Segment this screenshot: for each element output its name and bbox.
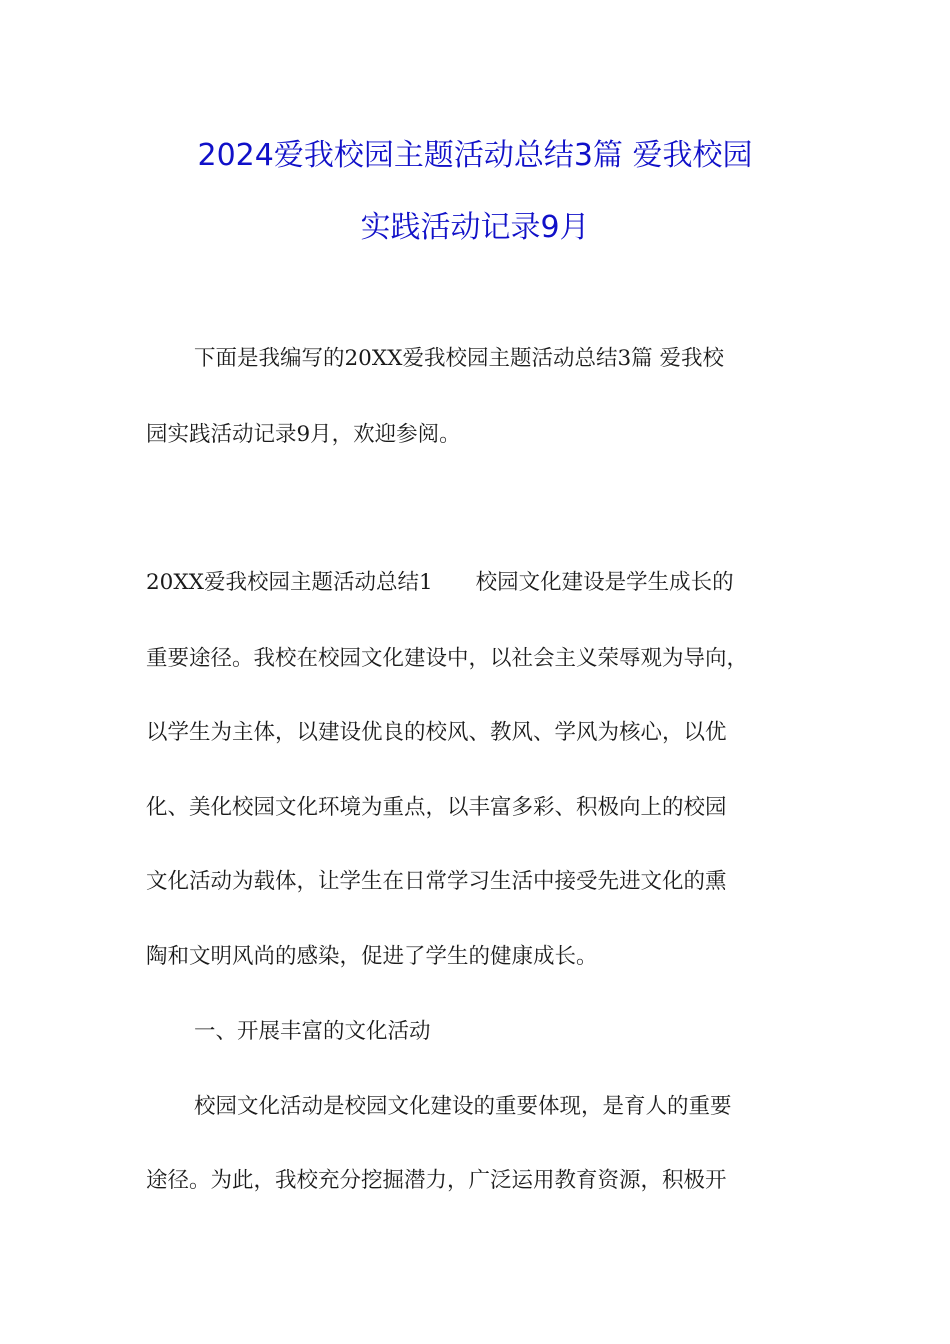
document-title-line-2: 实践活动记录9月 bbox=[360, 210, 590, 245]
body-line-2: 重要途径。我校在校园文化建设中，以社会主义荣辱观为导向， bbox=[146, 646, 749, 671]
section-heading: 一、开展丰富的文化活动 bbox=[194, 1019, 431, 1044]
body-line-3: 以学生为主体，以建设优良的校风、教风、学风为核心，以优 bbox=[146, 720, 727, 745]
intro-line-2: 园实践活动记录9月，欢迎参阅。 bbox=[146, 422, 461, 447]
body-line-7: 校园文化活动是校园文化建设的重要体现，是育人的重要 bbox=[194, 1094, 732, 1119]
body-line-1: 20XX爱我校园主题活动总结1 校园文化建设是学生成长的 bbox=[146, 570, 734, 595]
intro-line-1: 下面是我编写的20XX爱我校园主题活动总结3篇 爱我校 bbox=[194, 346, 724, 371]
body-line-8: 途径。为此，我校充分挖掘潜力，广泛运用教育资源，积极开 bbox=[146, 1168, 727, 1193]
body-line-6: 陶和文明风尚的感染，促进了学生的健康成长。 bbox=[146, 944, 598, 969]
body-line-4: 化、美化校园文化环境为重点，以丰富多彩、积极向上的校园 bbox=[146, 795, 727, 820]
document-title-line-1: 2024爱我校园主题活动总结3篇 爱我校园 bbox=[197, 138, 753, 173]
body-line-5: 文化活动为载体，让学生在日常学习生活中接受先进文化的熏 bbox=[146, 869, 727, 894]
